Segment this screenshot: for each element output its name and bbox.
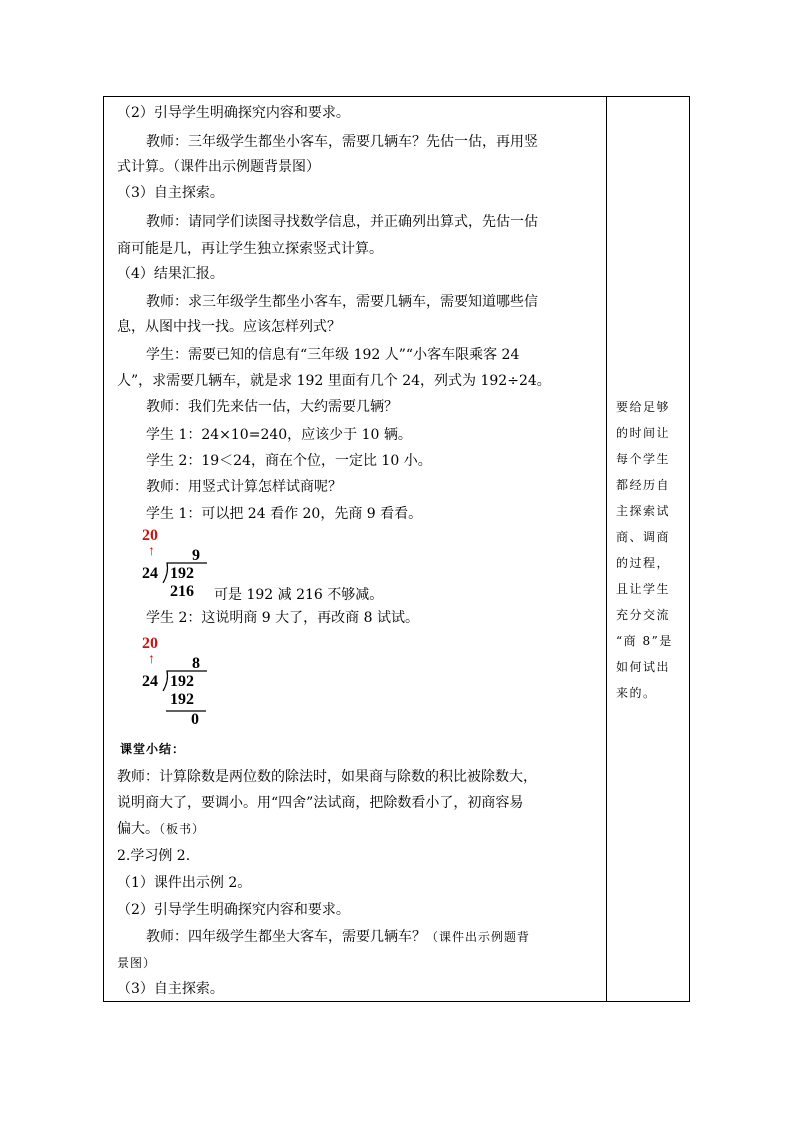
arrow-up-icon: ↑ [148,544,155,559]
estimate-label: 20 [142,527,158,544]
divisor: 24 [142,673,158,690]
arrow-up-icon: ↑ [148,652,155,667]
main-column [104,97,606,1001]
text-segment: 教师：四年级学生都坐大客车，需要几辆车？ [146,929,426,945]
lesson-table [103,96,690,1002]
text-line: 学生：需要已知的信息有“三年级 192 人”“小客车限乘客 24 [146,347,520,363]
text-line [117,821,205,837]
text-line: 商可能是几，再让学生独立探索竖式计算。 [117,241,383,257]
text-line: 人”，求需要几辆车，就是求 192 里面有几个 24，列式为 192÷24。 [117,373,551,389]
text-line: 学生 1：可以把 24 看作 20，先商 9 看看。 [146,506,423,522]
note-line: “商 8”是 [616,634,673,648]
text-line: 景图） [117,956,157,970]
note-line: 充分交流 [616,608,671,622]
remainder: 0 [191,711,199,728]
dividend: 192 [170,673,194,690]
text-segment: 式计算。（课件出示例题背景图） [117,159,320,175]
subtraction-line [166,709,208,713]
text-segment: （板书） [159,822,206,836]
dividend: 192 [170,565,194,582]
product: 216 [170,583,194,600]
text-line: （3）自主探索。 [117,185,224,201]
note-line: 且让学生 [616,582,671,596]
text-segment: 偏大。 [117,821,159,837]
text-line: 教师：三年级学生都坐小客车，需要几辆车？先估一估，再用竖 [146,134,538,150]
text-line: 2.学习例 2. [117,848,191,864]
text-line: 学生 2：19＜24，商在个位，一定比 10 小。 [146,453,432,469]
text-line [117,159,320,175]
section-heading: 课堂小结： [120,742,186,756]
text-line: （1）课件出示例 2。 [117,875,252,891]
note-line: 商、调商 [616,530,671,544]
note-line: 要给足够 [616,400,671,414]
text-line: 教师：求三年级学生都坐小客车，需要几辆车，需要知道哪些信 [146,294,538,310]
note-line: 来的。 [616,686,657,700]
text-line: 学生 2：这说明商 9 大了，再改商 8 试试。 [146,610,419,626]
text-line: 学生 1：24×10=240，应该少于 10 辆。 [146,427,412,443]
divisor: 24 [142,565,158,582]
text-line: 教师：我们先来估一估，大约需要几辆？ [146,399,398,415]
text-line: 教师：用竖式计算怎样试商呢？ [146,479,342,495]
text-line: 教师：计算除数是两位数的除法时，如果商与除数的积比被除数大， [117,769,537,785]
note-line: 的过程， [616,556,671,570]
note-line: 每个学生 [616,452,671,466]
text-line: 教师：请同学们读图寻找数学信息，并正确列出算式，先估一估 [146,214,538,230]
note-line: 都经历自 [616,478,671,492]
estimate-label: 20 [142,635,158,652]
note-line: 的时间让 [616,426,671,440]
text-line: （2）引导学生明确探究内容和要求。 [117,902,350,918]
note-line: 主探索试 [616,504,671,518]
note-column [607,97,690,1001]
text-line: 息，从图中找一找。应该怎样列式？ [117,319,341,335]
product: 192 [170,691,194,708]
text-line [146,929,530,945]
quotient: 8 [192,655,200,672]
text-line: （2）引导学生明确探究内容和要求。 [117,105,350,121]
text-line: 可是 192 减 216 不够减。 [214,587,384,603]
quotient: 9 [192,547,200,564]
text-segment: （课件出示例题背 [426,930,531,944]
text-line: （4）结果汇报。 [117,266,224,282]
text-line: （3）自主探索。 [117,981,224,997]
text-line: 说明商大了，要调小。用“四舍”法试商，把除数看小了，初商容易 [117,795,524,811]
note-line: 如何试出 [616,660,671,674]
